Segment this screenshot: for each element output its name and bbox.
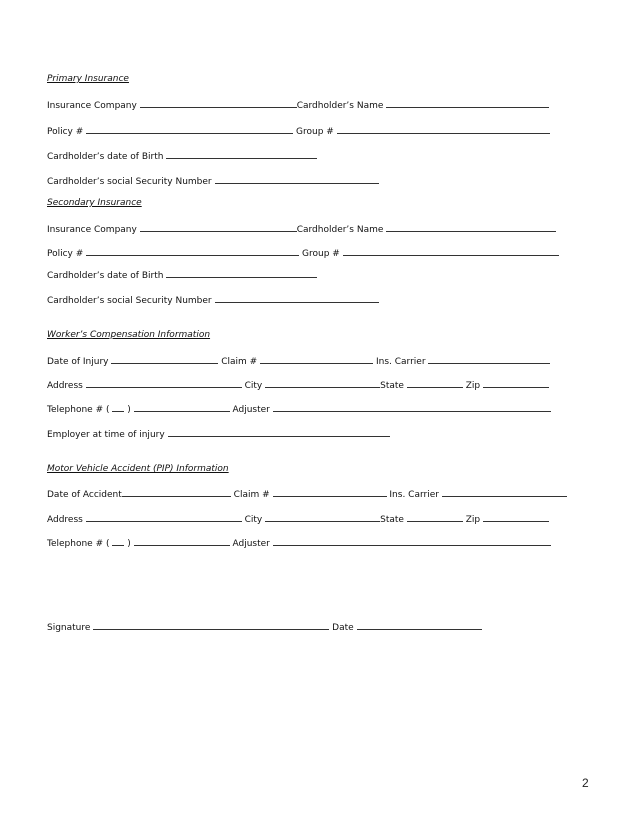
motor-vehicle-adjuster-field[interactable] — [273, 536, 551, 546]
workers-comp-address-label: Address — [47, 381, 83, 391]
workers-comp-telephone-paren: ) — [127, 405, 131, 415]
secondary-policy-row — [47, 246, 559, 258]
primary-holder-field[interactable] — [386, 98, 549, 108]
workers-comp-address-row — [47, 378, 549, 390]
workers-comp-employer-field[interactable] — [168, 427, 390, 437]
motor-vehicle-accident-field[interactable] — [122, 487, 231, 497]
workers-comp-heading: Worker’s Compensation Information — [47, 330, 211, 340]
primary-company-label: Insurance Company — [47, 101, 137, 111]
workers-comp-adjuster-label: Adjuster — [232, 405, 270, 415]
signature-row — [47, 620, 482, 632]
workers-comp-carrier-field[interactable] — [428, 354, 550, 364]
secondary-ssn-row — [47, 293, 379, 305]
secondary-policy-field[interactable] — [86, 246, 299, 256]
secondary-holder-label: Cardholder’s Name — [296, 225, 384, 235]
motor-vehicle-address-field[interactable] — [86, 512, 242, 522]
workers-comp-telephone-row — [47, 402, 551, 414]
signature-field[interactable] — [93, 620, 329, 630]
motor-vehicle-carrier-label: Ins. Carrier — [389, 490, 439, 500]
primary-insurance-heading: Primary Insurance — [47, 74, 129, 84]
motor-vehicle-zip-label: Zip — [465, 515, 481, 525]
primary-holder-label: Cardholder’s Name — [296, 101, 384, 111]
workers-comp-telephone-label: Telephone # ( — [47, 405, 110, 415]
motor-vehicle-zip-field[interactable] — [483, 512, 549, 522]
motor-vehicle-accident-row — [47, 487, 567, 499]
secondary-company-row — [47, 222, 556, 234]
secondary-company-label: Insurance Company — [47, 225, 137, 235]
motor-vehicle-telephone-field[interactable] — [134, 536, 230, 546]
primary-ssn-row — [47, 174, 379, 186]
workers-comp-injury-row — [47, 354, 550, 366]
primary-company-field[interactable] — [140, 98, 297, 108]
workers-comp-city-field[interactable] — [265, 378, 380, 388]
secondary-ssn-field[interactable] — [215, 293, 379, 303]
secondary-dob-label: Cardholder’s date of Birth — [47, 271, 164, 281]
workers-comp-employer-label: Employer at time of injury — [47, 430, 165, 440]
secondary-company-field[interactable] — [140, 222, 297, 232]
secondary-dob-row — [47, 268, 317, 280]
motor-vehicle-claim-field[interactable] — [273, 487, 387, 497]
workers-comp-carrier-label: Ins. Carrier — [375, 357, 426, 367]
secondary-holder-field[interactable] — [386, 222, 556, 232]
secondary-ssn-label: Cardholder’s social Security Number — [47, 296, 212, 306]
primary-dob-row — [47, 149, 317, 161]
motor-vehicle-state-label: State — [380, 515, 404, 525]
workers-comp-state-field[interactable] — [407, 378, 463, 388]
workers-comp-injury-field[interactable] — [111, 354, 218, 364]
motor-vehicle-city-label: City — [244, 515, 263, 525]
primary-group-field[interactable] — [337, 124, 550, 134]
workers-comp-address-field[interactable] — [86, 378, 242, 388]
motor-vehicle-claim-label: Claim # — [233, 490, 270, 500]
workers-comp-city-label: City — [244, 381, 263, 391]
primary-ssn-label: Cardholder’s social Security Number — [47, 177, 212, 187]
motor-vehicle-accident-label: Date of Accident — [47, 490, 122, 500]
secondary-insurance-heading: Secondary Insurance — [47, 198, 142, 208]
primary-dob-label: Cardholder’s date of Birth — [47, 152, 164, 162]
motor-vehicle-area-code-field[interactable] — [112, 536, 124, 546]
workers-comp-claim-field[interactable] — [260, 354, 373, 364]
secondary-group-field[interactable] — [343, 246, 559, 256]
workers-comp-state-label: State — [380, 381, 404, 391]
signature-label: Signature — [47, 623, 91, 633]
secondary-policy-label: Policy # — [47, 249, 84, 259]
workers-comp-area-code-field[interactable] — [112, 402, 124, 412]
motor-vehicle-adjuster-label: Adjuster — [232, 539, 270, 549]
motor-vehicle-heading: Motor Vehicle Accident (PIP) Information — [47, 464, 229, 474]
primary-group-label: Group # — [296, 127, 334, 137]
secondary-group-label: Group # — [302, 249, 340, 259]
motor-vehicle-address-label: Address — [47, 515, 83, 525]
workers-comp-claim-label: Claim # — [221, 357, 258, 367]
primary-policy-label: Policy # — [47, 127, 84, 137]
motor-vehicle-city-field[interactable] — [265, 512, 380, 522]
primary-ssn-field[interactable] — [215, 174, 379, 184]
motor-vehicle-carrier-field[interactable] — [442, 487, 567, 497]
page-number: 2 — [582, 776, 589, 790]
signature-date-label: Date — [332, 623, 354, 633]
workers-comp-zip-field[interactable] — [483, 378, 549, 388]
motor-vehicle-telephone-row — [47, 536, 551, 548]
motor-vehicle-state-field[interactable] — [407, 512, 463, 522]
workers-comp-adjuster-field[interactable] — [273, 402, 551, 412]
secondary-dob-field[interactable] — [166, 268, 317, 278]
primary-policy-field[interactable] — [86, 124, 293, 134]
motor-vehicle-address-row — [47, 512, 549, 524]
workers-comp-zip-label: Zip — [465, 381, 481, 391]
signature-date-field[interactable] — [357, 620, 482, 630]
primary-dob-field[interactable] — [166, 149, 317, 159]
workers-comp-employer-row — [47, 427, 390, 439]
workers-comp-telephone-field[interactable] — [134, 402, 230, 412]
workers-comp-injury-label: Date of Injury — [47, 357, 109, 367]
motor-vehicle-telephone-paren: ) — [127, 539, 131, 549]
primary-policy-row — [47, 124, 550, 136]
motor-vehicle-telephone-label: Telephone # ( — [47, 539, 110, 549]
primary-company-row — [47, 98, 549, 110]
